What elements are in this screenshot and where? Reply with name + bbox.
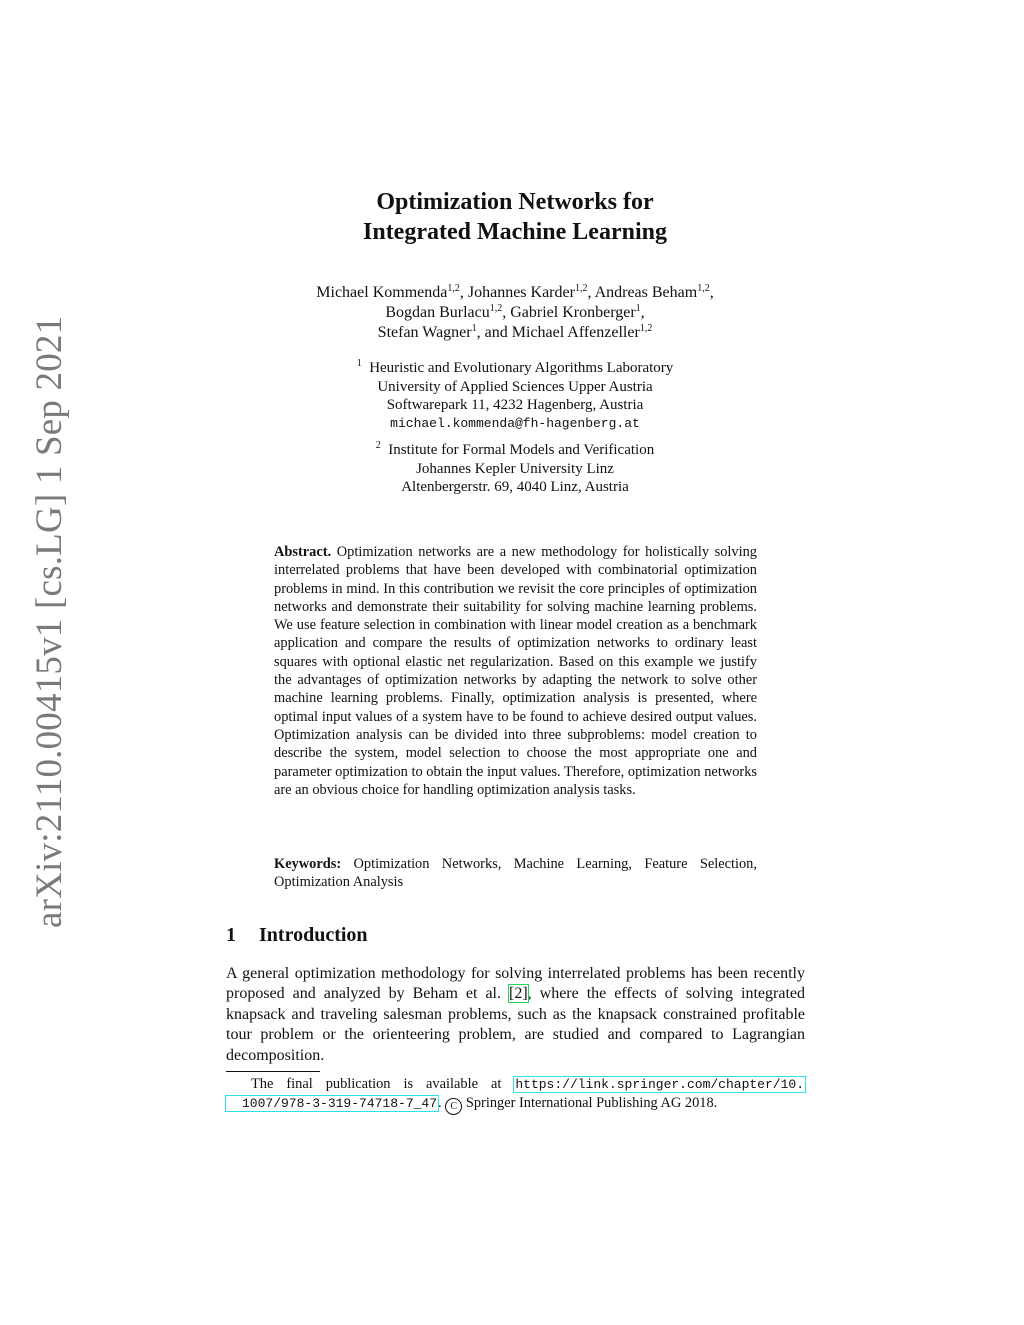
copyright-icon: C [445, 1098, 462, 1115]
author-separator: , [459, 284, 468, 301]
abstract [274, 543, 757, 799]
author-name: Stefan Wagner [377, 324, 472, 341]
affiliation-2-institute: Institute for Formal Models and Verification [388, 442, 655, 458]
author-affiliation-marker: 1,2 [489, 303, 503, 314]
author-separator: , [709, 284, 714, 301]
contact-email: michael.kommenda@fh-hagenberg.at [390, 415, 640, 431]
intro-text-after: , where the effects of solving integrated knapsack and traveling salesman problems, such as the knapsack constrained profitable tour problem or the orienteering problem, are studied and compared to Lagrangian decomposition. [226, 985, 805, 1064]
arxiv-identifier-stamp: arXiv:2110.00415v1 [cs.LG] 1 Sep 2021 [29, 315, 70, 928]
author-separator: , [640, 304, 645, 321]
affiliation-2-line-3: Altenbergerstr. 69, 4040 Linz, Austria [401, 479, 629, 495]
author-affiliation-marker: 1 [471, 323, 477, 334]
author-name: Michael Affenzeller [511, 324, 640, 341]
author-affiliation-marker: 1 [635, 303, 641, 314]
author-name: Johannes Karder [467, 284, 575, 301]
affiliation-1 [0, 359, 1024, 433]
section-heading-introduction [226, 922, 368, 948]
publication-link[interactable]: https://link.springer.com/chapter/10. [515, 1077, 804, 1092]
abstract-label: Abstract. [274, 544, 332, 560]
author-affiliation-marker: 1,2 [697, 283, 710, 294]
affiliation-1-line-3: Softwarepark 11, 4232 Hagenberg, Austria [386, 397, 644, 413]
affiliation-marker: 2 [375, 440, 381, 451]
abstract-text: Optimization networks are a new methodology for holistically solving interrelated problems that have been developed with combinatorial optimization problems in mind. In this contribution we revisit the core principles of optimization networks and demonstrate their suitability for solving machine learning problems. We use feature selection in combination with linear model creation as a benchmark application and compare the results of optimization networks to ordinary least squares with optional elastic net regularization. Based on this example we justify the advantages of optimization networks by adapting the network to solve other machine learning problems. Finally, optimization analysis is presented, where optimal input values of a system have to be found to achieve desired output values. Optimization analysis can be divided into three subproblems: model creation to describe the system, model selection to choose the most appropriate one and parameter optimization to obtain the input values. Therefore, optimization networks are an obvious choice for handling optimization analysis tasks. [274, 544, 757, 798]
affiliation-marker: 1 [356, 358, 362, 369]
affiliation-1-line-1 [0, 359, 1024, 378]
intro-text-before: A general optimization methodology for solving interrelated problems has been recently proposed and analyzed by Beham et al. [226, 965, 805, 1003]
paper-title [0, 187, 1024, 247]
author-line-1 [0, 283, 1024, 303]
affiliation-2-line-1 [0, 441, 1024, 460]
publication-link-continued[interactable]: 1007/978-3-319-74718-7_47 [226, 1096, 438, 1111]
affiliation-1-line-2: University of Applied Sciences Upper Austria [377, 378, 653, 395]
author-affiliation-marker: 1,2 [574, 283, 588, 294]
author-name: Gabriel Kronberger [510, 304, 636, 321]
keywords [274, 855, 757, 892]
author-name: Michael Kommenda [316, 284, 448, 301]
keywords-text: Optimization Networks, Machine Learning, Feature Selection, Optimization Analysis [274, 856, 757, 891]
footnote-divider [226, 1071, 320, 1072]
affiliation-2-line-2: Johannes Kepler University Linz [416, 460, 614, 477]
citation-link[interactable]: [2] [508, 985, 528, 1003]
author-separator: , [587, 284, 595, 301]
footnote-line-2: 1007/978-3-319-74718-7_47. C Springer International Publishing AG 2018. [226, 1094, 805, 1115]
introduction-paragraph [226, 964, 805, 1066]
section-number: 1 [226, 924, 236, 946]
author-name: Andreas Beham [594, 284, 698, 301]
author-affiliation-marker: 1,2 [639, 323, 653, 334]
paper-title-line-2: Integrated Machine Learning [363, 219, 667, 245]
author-affiliation-marker: 1,2 [447, 283, 460, 294]
footnote-line-1 [226, 1075, 805, 1094]
keywords-label: Keywords: [274, 856, 342, 872]
section-title: Introduction [259, 924, 368, 946]
author-separator: , and [476, 324, 512, 341]
footnote-suffix: Springer International Publishing AG 2018. [465, 1095, 718, 1111]
author-list [0, 283, 1024, 343]
footnote-prefix: The final publication is available at [251, 1076, 502, 1092]
paper-title-line-1: Optimization Networks for [376, 189, 654, 215]
author-separator: , [502, 304, 511, 321]
author-name: Bogdan Burlacu [385, 304, 490, 321]
author-line-3 [0, 323, 1024, 343]
author-line-2 [0, 303, 1024, 323]
footnote [226, 1075, 805, 1115]
affiliation-1-lab: Heuristic and Evolutionary Algorithms Laboratory [369, 360, 674, 376]
affiliation-2 [0, 441, 1024, 497]
